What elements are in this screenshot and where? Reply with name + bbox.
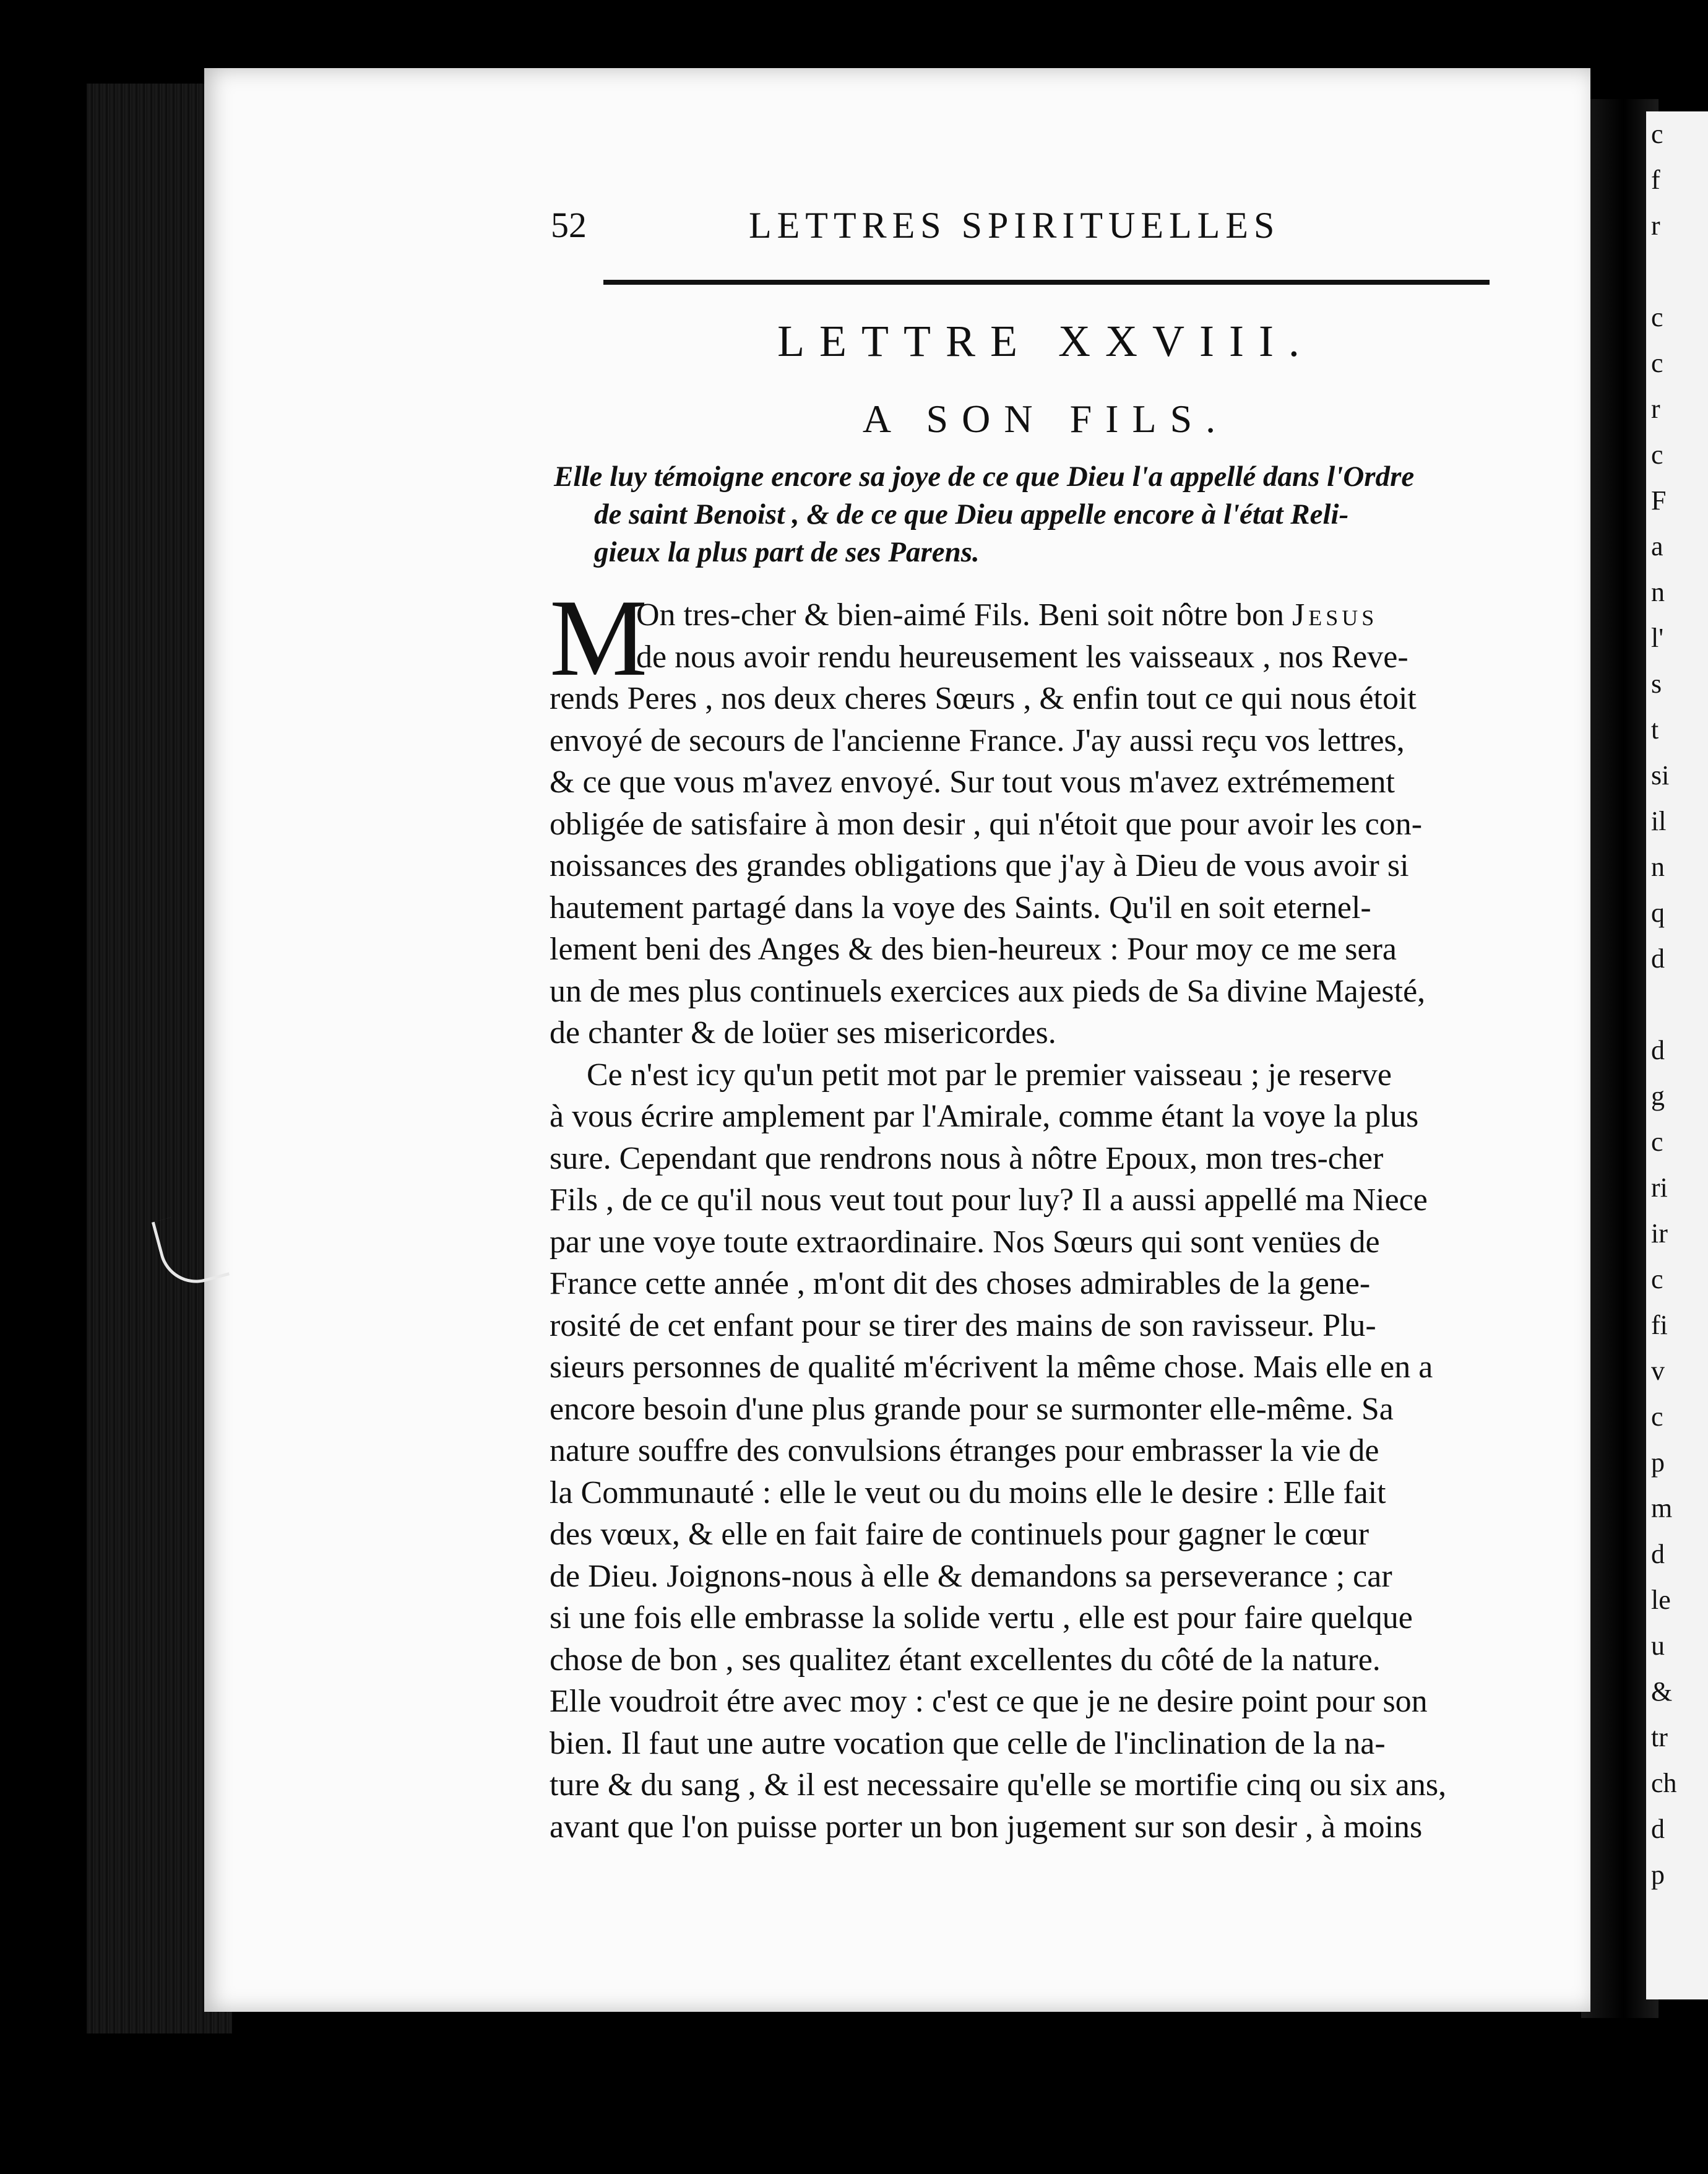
summary-line: Elle luy témoigne encore sa joye de ce que Dieu l'a appellé dans l'Ordre — [554, 461, 1415, 493]
summary-line: gieux la plus part de ses Parens. — [594, 536, 980, 568]
facing-page-letter: tr — [1651, 1722, 1668, 1752]
body-line-text: Fils , de ce qu'il nous veut tout pour luy? Il a aussi appellé ma Niece — [550, 1182, 1428, 1218]
body-line-text: chose de bon , ses qualitez étant excellentes du côté de la nature. — [550, 1642, 1381, 1678]
body-line — [550, 1514, 1533, 1556]
facing-page-letter: n — [1651, 577, 1665, 607]
body-line-text: rends Peres , nos deux cheres Sœurs , & enfin tout ce qui nous étoit — [550, 681, 1417, 716]
facing-page-letter: d — [1651, 1035, 1665, 1065]
body-line — [550, 887, 1533, 929]
body-line-text: On tres-cher & bien-aimé Fils. Beni soit nôtre bon — [636, 597, 1293, 633]
drop-cap: M — [550, 576, 648, 699]
body-line — [550, 1597, 1533, 1639]
facing-page-letter: ri — [1651, 1172, 1668, 1203]
body-line — [550, 761, 1533, 803]
body-line-text: encore besoin d'une plus grande pour se surmonter elle-même. Sa — [550, 1391, 1394, 1427]
body-line — [550, 1305, 1533, 1347]
body-line-text: bien. Il faut une autre vocation que celle de l'inclination de la na- — [550, 1725, 1386, 1761]
facing-page-letter: r — [1651, 394, 1660, 424]
facing-page-letter: c — [1651, 1401, 1663, 1432]
body-line-text: envoyé de secours de l'ancienne France. J'ay aussi reçu vos lettres, — [550, 722, 1405, 758]
body-line-text: ture & du sang , & il est necessaire qu'elle se mortifie cinq ou six ans, — [550, 1767, 1447, 1803]
body-line-text: lement beni des Anges & des bien-heureux : Pour moy ce me sera — [550, 932, 1397, 967]
facing-page-letter: & — [1651, 1676, 1673, 1707]
facing-page-letter: l' — [1651, 623, 1664, 653]
facing-page-letter: ch — [1651, 1768, 1677, 1798]
facing-page-letter: a — [1651, 531, 1663, 561]
facing-page-letter: d — [1651, 1539, 1665, 1569]
body-line — [550, 1054, 1533, 1096]
facing-page-letter: c — [1651, 440, 1663, 470]
facing-page-letter: s — [1651, 669, 1662, 699]
body-line — [550, 720, 1533, 762]
body-line-text: de Dieu. Joignons-nous à elle & demandons sa perseverance ; car — [550, 1558, 1392, 1594]
body-line — [550, 1388, 1533, 1431]
header-rule — [603, 280, 1490, 285]
body-line — [550, 1639, 1533, 1681]
facing-page-letter: g — [1651, 1081, 1665, 1111]
facing-page-letter: ir — [1651, 1218, 1668, 1249]
facing-page-letter: r — [1651, 210, 1660, 241]
facing-page-fragment — [1646, 111, 1708, 1999]
facing-page-letter: c — [1651, 1264, 1663, 1294]
addressee-heading: A SON FILS. — [862, 397, 1230, 441]
page-number: 52 — [551, 205, 587, 245]
body-line-text: un de mes plus continuels exercices aux pieds de Sa divine Majesté, — [550, 973, 1426, 1009]
body-line-text: Elle voudroit étre avec moy : c'est ce que je ne desire point pour son — [550, 1684, 1428, 1719]
facing-page-letter: fi — [1651, 1310, 1668, 1340]
facing-page-letter — [1646, 249, 1708, 295]
body-line — [550, 1723, 1533, 1765]
facing-page-letter: d — [1651, 943, 1665, 974]
facing-page-letter: f — [1651, 165, 1660, 195]
body-line — [550, 1346, 1533, 1388]
body-line — [550, 929, 1533, 971]
body-line-text: de chanter & de loüer ses misericordes. — [550, 1015, 1056, 1050]
body-line-text: à vous écrire amplement par l'Amirale, comme étant la voye la plus — [550, 1099, 1419, 1134]
summary-line: de saint Benoist , & de ce que Dieu appelle encore à l'état Reli- — [594, 498, 1349, 531]
body-line — [550, 1263, 1533, 1305]
facing-page-letter: c — [1651, 348, 1663, 378]
facing-page-letter — [1646, 982, 1708, 1028]
body-line — [550, 1221, 1533, 1263]
body-line — [550, 1096, 1533, 1138]
facing-page-letter: c — [1651, 119, 1663, 149]
body-line — [550, 1430, 1533, 1472]
body-line-text: obligée de satisfaire à mon desir , qui n'étoit que pour avoir les con- — [550, 806, 1423, 842]
body-line-text: des vœux, & elle en fait faire de continuels pour gagner le cœur — [550, 1517, 1369, 1552]
body-line-text: hautement partagé dans la voye des Saints. Qu'il en soit eternel- — [550, 890, 1371, 925]
facing-page-letter: n — [1651, 852, 1665, 882]
letter-body — [550, 576, 1533, 1848]
body-line — [550, 594, 1533, 636]
letter-summary — [554, 458, 1494, 571]
body-line-text: France cette année , m'ont dit des choses admirables de la gene- — [550, 1266, 1371, 1301]
facing-page-letter: le — [1651, 1585, 1671, 1615]
body-line-text: & ce que vous m'avez envoyé. Sur tout vous m'avez extrémement — [550, 764, 1395, 800]
page-header — [551, 204, 1491, 254]
body-line-smallcaps: Jesus — [1292, 597, 1378, 633]
facing-page-letter: p — [1651, 1860, 1665, 1890]
facing-page-letter: d — [1651, 1814, 1665, 1844]
body-line-text: la Communauté : elle le veut ou du moins elle le desire : Elle fait — [550, 1475, 1386, 1510]
body-line-text: avant que l'on puisse porter un bon jugement sur son desir , à moins — [550, 1809, 1423, 1845]
running-title: LETTRES SPIRITUELLES — [749, 205, 1280, 246]
letter-title: LETTRE XXVIII. — [777, 316, 1314, 366]
body-line-text: par une voye toute extraordinaire. Nos Sœurs qui sont venües de — [550, 1224, 1380, 1260]
body-line — [550, 1556, 1533, 1598]
body-line — [550, 1138, 1533, 1180]
body-line — [550, 1806, 1533, 1848]
body-line-text: sure. Cependant que rendrons nous à nôtre Epoux, mon tres-cher — [550, 1140, 1384, 1176]
body-line-text: de nous avoir rendu heureusement les vaisseaux , nos Reve- — [636, 639, 1408, 675]
facing-page-letter: c — [1651, 1127, 1663, 1157]
facing-page-letter: u — [1651, 1630, 1665, 1661]
facing-page-letter: t — [1651, 714, 1659, 745]
body-line — [550, 1764, 1533, 1806]
body-line — [550, 845, 1533, 887]
body-line-text: nature souffre des convulsions étranges pour embrasser la vie de — [550, 1433, 1379, 1468]
facing-page-letter: c — [1651, 302, 1663, 332]
body-line — [550, 678, 1533, 720]
body-line-text: sieurs personnes de qualité m'écrivent la même chose. Mais elle en a — [550, 1349, 1433, 1385]
body-line-text: rosité de cet enfant pour se tirer des mains de son ravisseur. Plu- — [550, 1307, 1376, 1343]
body-line — [550, 636, 1533, 678]
facing-page-letter: v — [1651, 1356, 1665, 1386]
facing-page-letter: m — [1651, 1493, 1673, 1523]
facing-page-letter: si — [1651, 760, 1670, 790]
facing-page-letter: F — [1651, 485, 1667, 516]
body-line-text: si une fois elle embrasse la solide vertu , elle est pour faire quelque — [550, 1600, 1413, 1635]
body-line — [550, 1681, 1533, 1723]
body-line — [550, 1012, 1533, 1054]
facing-page-letter: q — [1651, 898, 1665, 928]
body-line-text: Ce n'est icy qu'un petit mot par le premier vaisseau ; je reserve — [587, 1057, 1392, 1093]
body-line — [550, 1472, 1533, 1514]
body-line-text: noissances des grandes obligations que j'ay à Dieu de vous avoir si — [550, 848, 1409, 883]
body-line — [550, 803, 1533, 846]
facing-page-letter: il — [1651, 806, 1667, 836]
body-line — [550, 1179, 1533, 1221]
body-line — [550, 971, 1533, 1013]
facing-page-letter: p — [1651, 1447, 1665, 1478]
